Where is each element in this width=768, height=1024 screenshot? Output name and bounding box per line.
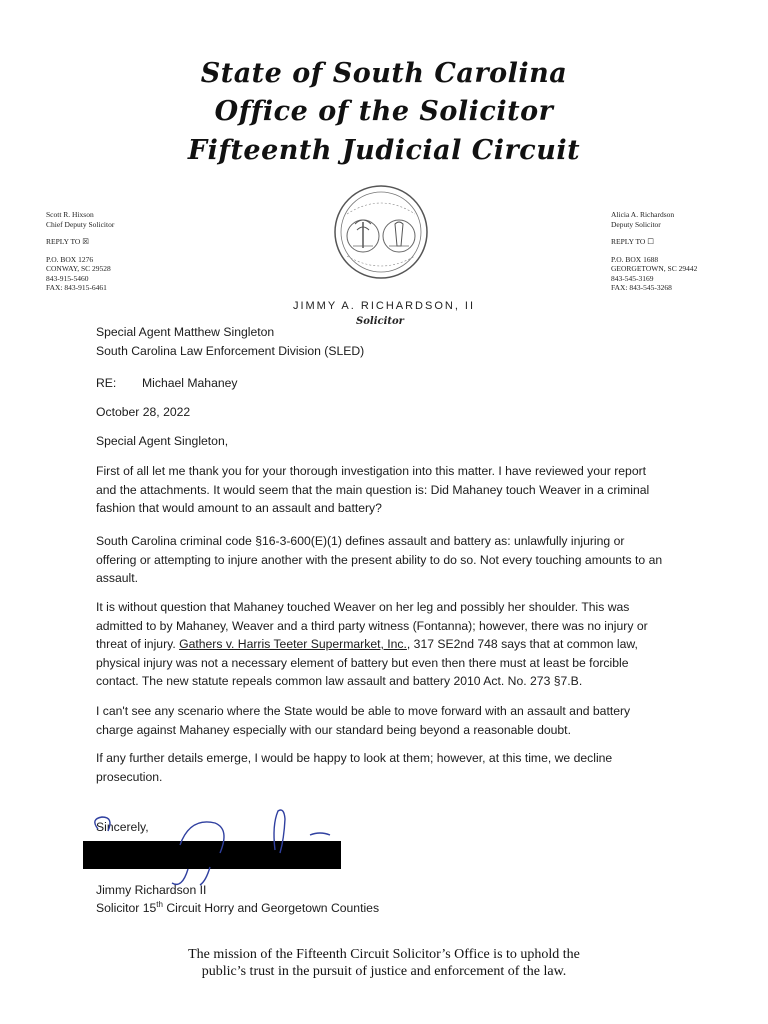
recipient-block [96,323,668,360]
right-phone: 843-545-3169 [611,273,654,283]
paragraph-1: First of all let me thank you for your thorough investigation into this matter. I have reviewed your report and the attachments. It would seem that the main question is: Did Mahaney touch Weaver in a criminal fashion that would amount to an assault and battery? [96,464,650,515]
right-contact-name: Alicia A. Richardson [611,210,675,219]
paragraph-4: I can't see any scenario where the State would be able to move forward with an assault and battery charge against Mahaney especially with our standard being beyond a reasonable doubt. [96,704,631,737]
mission-statement [0,946,768,980]
left-po-box: P.O. BOX 1276 [46,254,94,264]
signer-name: Jimmy Richardson II [96,883,207,897]
paragraph-5: If any further details emerge, I would be happy to look at them; however, at this time, we decline prosecution. [96,751,613,784]
right-contact-block [611,210,697,293]
left-contact-block [46,210,114,293]
right-city: GEORGETOWN, SC 29442 [611,264,698,273]
signer-title-superscript: th [156,899,163,909]
left-contact-name: Scott R. Hixson [46,210,94,219]
closing: Sincerely, [96,820,149,834]
letter-date: October 28, 2022 [96,405,191,419]
right-fax: FAX: 843-545-3268 [611,283,672,292]
mission-line-2: public’s trust in the pursuit of justice and enforcement of the law. [201,964,567,979]
re-value: Michael Mahaney [142,376,238,390]
paragraph-3 [96,598,668,691]
solicitor-name: JIMMY A. RICHARDSON, II [292,300,476,312]
signer-title-part-a: Solicitor 15 [96,901,157,915]
left-phone: 843-915-5460 [46,273,89,283]
left-city: CONWAY, SC 29528 [46,264,111,273]
mission-line-1: The mission of the Fifteenth Circuit Solicitor’s Office is to uphold the [188,947,580,962]
letterhead-circuit: Fifteenth Judicial Circuit [187,135,581,166]
state-seal-icon [333,184,429,280]
left-contact-title: Chief Deputy Solicitor [46,219,115,229]
signature-icon [80,805,350,890]
right-po-box: P.O. BOX 1688 [611,254,659,264]
re-label: RE: [96,376,117,390]
solicitor-title: Solicitor [356,316,404,327]
paragraph-2: South Carolina criminal code §16-3-600(E)(1) defines assault and battery as: unlawfully injuring or offering or attempting to injure another with the present ability to do so. Not every touching amounts to an assault. [96,534,663,585]
left-reply-to: REPLY TO ☒ [46,237,89,246]
signer-title [96,899,668,918]
case-citation-link[interactable]: Gathers v. Harris Teeter Supermarket, Inc. [179,637,407,651]
right-reply-to: REPLY TO ☐ [611,237,654,246]
recipient-org: South Carolina Law Enforcement Division (SLED) [96,343,365,358]
paragraph-3-part-a: It is without question that Mahaney touched Weaver on her leg and possibly her shoulder. This was admitted to by Mahaney, Weaver and a third party witness (Fontanna); however, there was no injury or threat of injury. [96,600,648,651]
right-contact-title: Deputy Solicitor [611,219,661,229]
recipient-name: Special Agent Matthew Singleton [96,325,275,339]
signer-title-part-b: Circuit Horry and Georgetown Counties [162,901,380,915]
letterhead-state: State of South Carolina [200,58,568,89]
salutation: Special Agent Singleton, [96,434,229,448]
left-fax: FAX: 843-915-6461 [46,283,107,292]
letterhead-office: Office of the Solicitor [214,96,554,127]
paragraph-3-part-b: , 317 SE2nd 748 says that at common law, physical injury was not a necessary element of battery but even then there must at least be forcible contact. The new statute repeals common law assault and battery 2010 Act. No. 273 §7.B. [96,637,638,688]
re-line [96,374,668,393]
